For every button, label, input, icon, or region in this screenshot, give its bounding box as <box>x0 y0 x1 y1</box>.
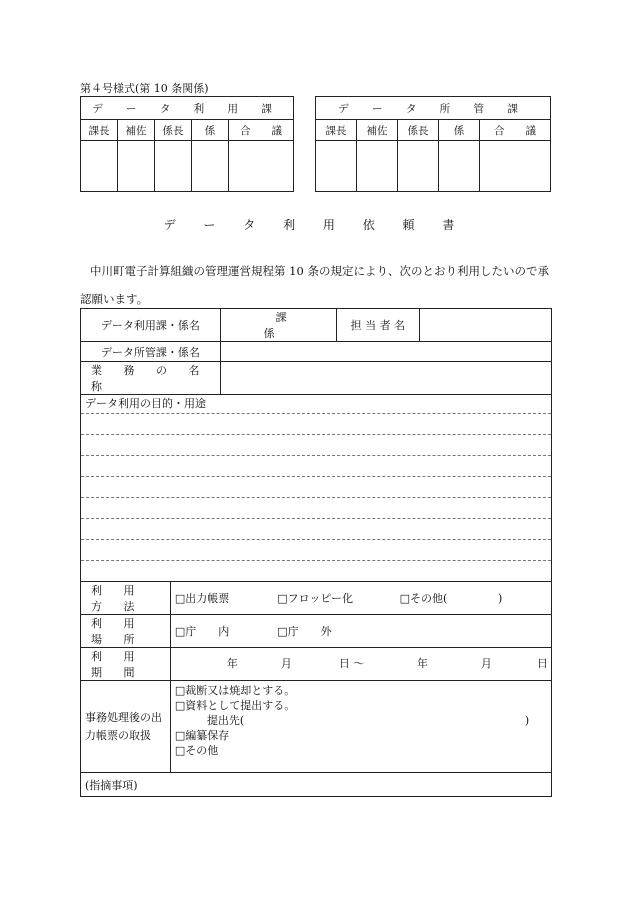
handling-opt-other-label: その他 <box>185 744 219 757</box>
person-field[interactable] <box>420 309 552 342</box>
handling-opt-shred-label: 裁断又は焼却とする。 <box>185 684 296 697</box>
stamp-cell[interactable] <box>357 141 398 192</box>
period-month1: 月 <box>280 657 292 670</box>
stamp-cell[interactable] <box>229 141 294 192</box>
stamp-cell[interactable] <box>398 141 439 192</box>
purpose-line[interactable] <box>81 498 551 519</box>
period-year1: 年 <box>226 657 238 670</box>
period-label: 利 用 期 間 <box>81 648 171 681</box>
form-id: 第４号様式(第 10 条関係) <box>80 82 209 95</box>
period-day2: 日 <box>536 657 548 670</box>
stamp-box-owner-dept <box>315 96 551 192</box>
handling-dest-label: 提出先( <box>206 714 245 727</box>
stamp-role: 補佐 <box>357 120 398 141</box>
purpose-line[interactable] <box>81 456 551 477</box>
stamp-role: 合 議 <box>229 120 294 141</box>
place-checkbox-outside[interactable] <box>277 625 287 638</box>
method-checkbox-output[interactable] <box>175 592 185 605</box>
stamp-title: デ ー タ 利 用 課 <box>81 97 294 120</box>
owner-dept-label: データ所管課・係名 <box>81 342 221 362</box>
method-checkbox-other[interactable] <box>400 592 410 605</box>
place-checkbox-inside[interactable] <box>175 625 185 638</box>
handling-options <box>170 681 551 773</box>
notes-field[interactable] <box>81 773 552 797</box>
stamp-role: 課長 <box>316 120 357 141</box>
handling-checkbox-other[interactable] <box>175 743 185 758</box>
work-name-field[interactable] <box>220 362 551 395</box>
user-dept-label: データ利用課・係名 <box>81 309 221 342</box>
handling-checkbox-shred[interactable] <box>175 683 185 698</box>
stamp-box-user-dept <box>80 96 294 192</box>
period-year2: 年 <box>416 657 428 670</box>
stamp-cell[interactable] <box>118 141 155 192</box>
purpose-line[interactable] <box>81 561 551 581</box>
owner-dept-field[interactable] <box>220 342 551 362</box>
stamp-role: 課長 <box>81 120 118 141</box>
stamp-role: 係 <box>192 120 229 141</box>
stamp-role: 係 <box>439 120 480 141</box>
method-opt-output-label: 出力帳票 <box>185 592 230 605</box>
intro-text-line2: 認願います。 <box>80 292 149 306</box>
stamp-role: 合 議 <box>480 120 551 141</box>
place-opt-inside-label: 庁 内 <box>185 625 230 638</box>
purpose-line[interactable] <box>81 540 551 561</box>
method-options <box>170 582 551 615</box>
method-label: 利 用 方 法 <box>81 582 171 615</box>
stamp-role: 補佐 <box>118 120 155 141</box>
handling-dest-close: ) <box>524 714 530 727</box>
stamp-cell[interactable] <box>439 141 480 192</box>
place-opt-outside-label: 庁 外 <box>287 625 332 638</box>
method-opt-other-label: その他( <box>410 592 448 605</box>
handling-opt-archive-label: 編纂保存 <box>185 729 230 742</box>
period-month2: 月 <box>480 657 492 670</box>
work-name-label: 業 務 の 名 称 <box>81 362 221 395</box>
method-checkbox-floppy[interactable] <box>277 592 287 605</box>
method-opt-floppy-label: フロッピー化 <box>287 592 353 605</box>
stamp-role: 係長 <box>398 120 439 141</box>
stamp-cell[interactable] <box>480 141 551 192</box>
place-label: 利 用 場 所 <box>81 615 171 648</box>
stamp-cell[interactable] <box>81 141 118 192</box>
stamp-role: 係長 <box>155 120 192 141</box>
kakari-suffix: 係 <box>263 327 275 340</box>
purpose-label: データ利用の目的・用途 <box>81 395 551 414</box>
stamp-cell[interactable] <box>192 141 229 192</box>
person-label: 担 当 者 名 <box>336 309 420 342</box>
stamp-title: デ ー タ 所 管 課 <box>316 97 551 120</box>
stamp-cell[interactable] <box>316 141 357 192</box>
handling-checkbox-submit[interactable] <box>175 698 185 713</box>
document-title: デ ー タ 利 用 依 頼 書 <box>163 218 467 232</box>
handling-label: 事務処理後の出力帳票の取扱 <box>81 681 171 773</box>
ka-suffix: 課 <box>275 311 287 324</box>
stamp-cell[interactable] <box>155 141 192 192</box>
method-close-paren: ) <box>498 592 503 605</box>
handling-opt-submit-label: 資料として提出する。 <box>185 699 296 712</box>
user-dept-field[interactable] <box>220 309 336 342</box>
purpose-line[interactable] <box>81 414 551 435</box>
handling-checkbox-archive[interactable] <box>175 728 185 743</box>
notes-label: (指摘事項) <box>85 778 138 792</box>
place-options <box>170 615 551 648</box>
period-field[interactable] <box>170 648 551 681</box>
purpose-line[interactable] <box>81 435 551 456</box>
purpose-line[interactable] <box>81 519 551 540</box>
intro-text-line1: 中川町電子計算組織の管理運営規程第 10 条の規定により、次のとおり利用したいので承 <box>90 264 549 278</box>
period-day1: 日 〜 <box>338 657 365 670</box>
purpose-section[interactable] <box>81 395 552 582</box>
purpose-line[interactable] <box>81 477 551 498</box>
request-form-table <box>80 308 552 797</box>
